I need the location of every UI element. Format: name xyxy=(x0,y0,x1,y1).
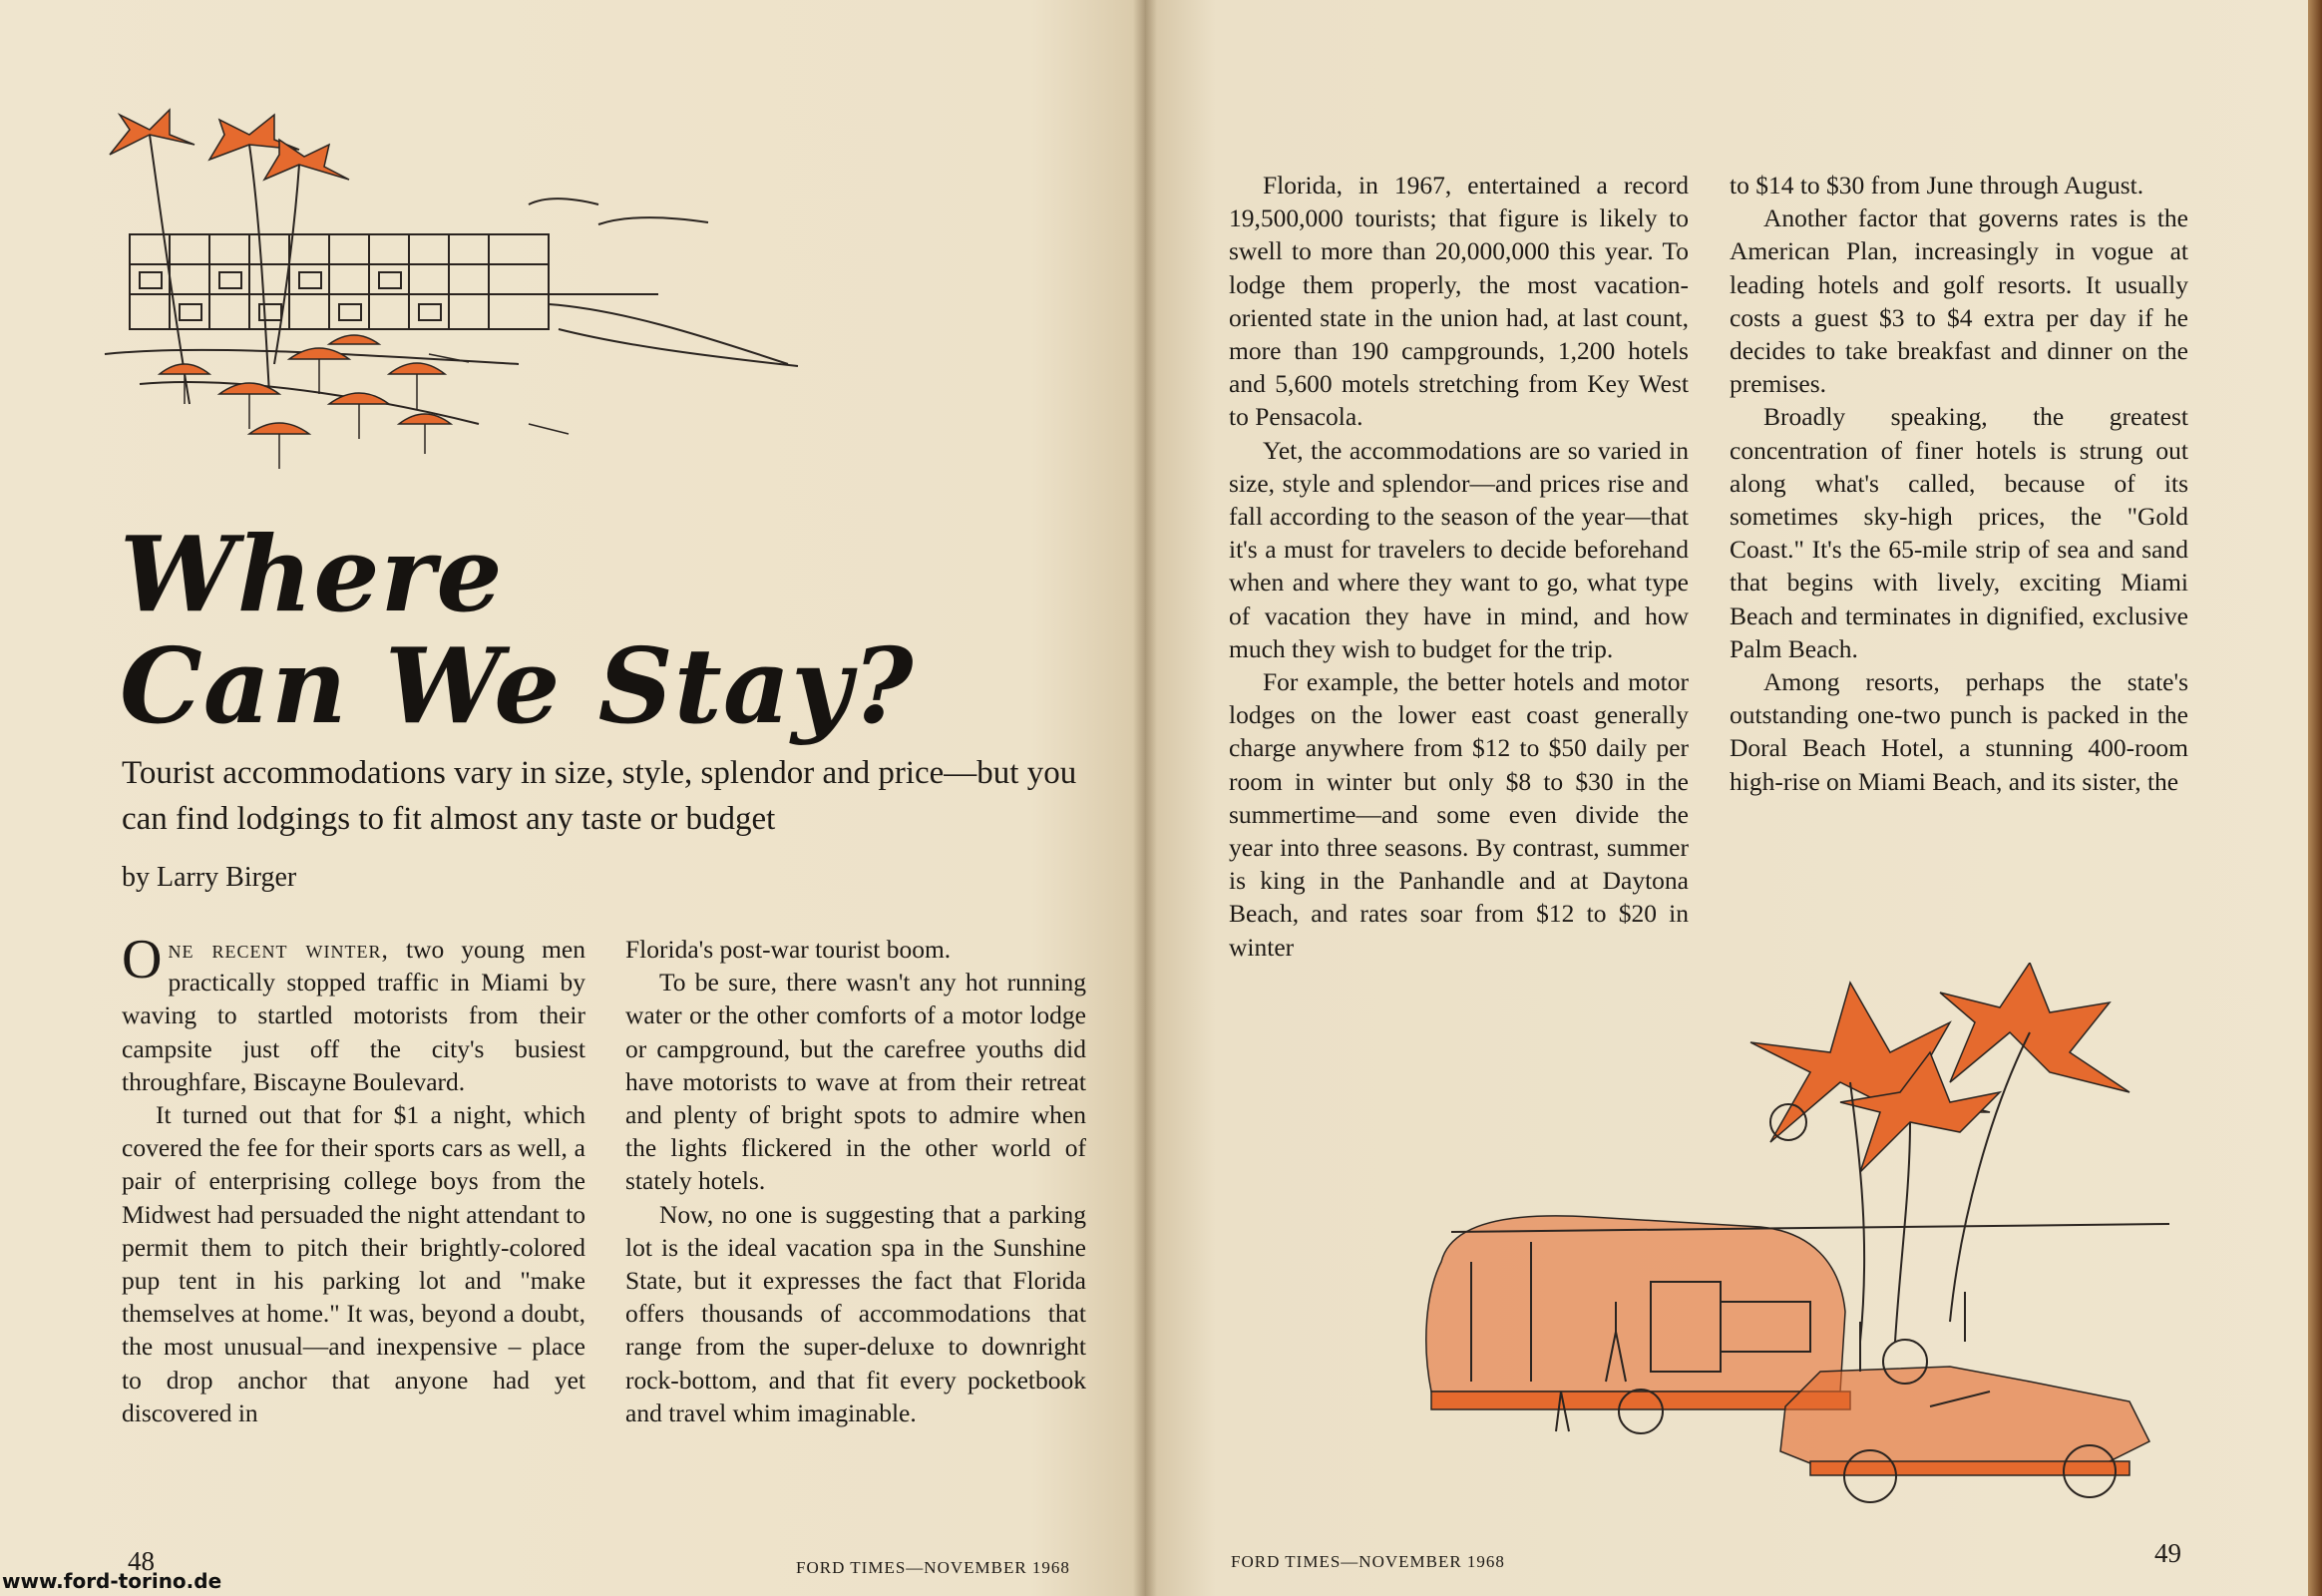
paragraph: Now, no one is suggesting that a parking lot is the ideal vacation spa in the Sunshine State, but it expresses the fact that Florida offers thousands of accommodations that range from the super-deluxe to downright rock-bottom, and that fit every pocketbook and travel whim imaginable. xyxy=(625,1199,1086,1427)
article-title xyxy=(120,513,915,747)
column-3 xyxy=(1229,169,1689,964)
right-footer: FORD TIMES—NOVEMBER 1968 xyxy=(1231,1552,1505,1571)
column-4 xyxy=(1730,169,2188,798)
paragraph: Yet, the accommodations are so varied in size, style and splendor—and prices rise and fall according to the season of the year—that it's a must for travelers to decide beforehand when and where they want to go, what type of vacation they have in mind, and how much they wish to budget for the trip. xyxy=(1229,435,1689,663)
paragraph: For example, the better hotels and motor lodges on the lower east coast generally charge anywhere from $12 to $50 daily per room in winter but only $8 to $30 in the summertime—and some even divide the year into three seasons. By contrast, summer is king in the Panhandle and at Daytona Beach, and rates soar from $12 to $20 in winter xyxy=(1229,667,1689,962)
title-line-1: Where xyxy=(120,513,504,635)
page-gutter xyxy=(1133,0,1157,1596)
paragraph: It turned out that for $1 a night, which covered the fee for their sports cars as well, a pair of enterprising college boys from the Midwest had persuaded the night attendant to permit them to pitch their brightly-colored pup tent in his parking lot and "make themselves at home." It was, beyond a doubt, the most unusual—and inexpensive – place to drop anchor that anyone had yet discovered in xyxy=(122,1100,585,1427)
paragraph: to $14 to $30 from June through August. xyxy=(1730,171,2144,200)
column-1 xyxy=(122,929,586,1429)
paragraph xyxy=(122,929,586,1098)
lead-in: ne recent winter, xyxy=(168,935,389,964)
article-subtitle: Tourist accommodations vary in size, style, splendor and price—but you can find lodgings to fit almost any taste or budget xyxy=(122,755,1077,837)
right-page-number: 49 xyxy=(2154,1538,2181,1568)
title-line-2: Can We Stay? xyxy=(120,624,915,747)
paragraph: Among resorts, perhaps the state's outstanding one-two punch is packed in the Doral Beach Hotel, a stunning 400-room high-rise on Miami Beach, and its sister, the xyxy=(1730,667,2188,796)
paragraph-text: two young men practically stopped traffic in Miami by waving to startled motorists from their campsite just off the city's busiest throughfare, Biscayne Boulevard. xyxy=(122,935,586,1096)
left-footer: FORD TIMES—NOVEMBER 1968 xyxy=(796,1558,1070,1577)
paragraph: To be sure, there wasn't any hot running water or the other comforts of a motor lodge or campground, but the carefree youths did have motorists to wave at from their retreat and plenty of bright spots to admire when the lights flickered in the other world of stately hotels. xyxy=(625,968,1086,1196)
paragraph: Another factor that governs rates is the American Plan, increasingly in vogue at leading hotels and golf resorts. It usually costs a guest $3 to $4 extra per day if he decides to take breakfast and dinner on the premises. xyxy=(1730,203,2188,399)
paragraph: Florida's post-war tourist boom. xyxy=(625,935,952,964)
drop-cap: O xyxy=(122,929,163,991)
column-2 xyxy=(625,933,1086,1429)
article-byline: by Larry Birger xyxy=(122,862,297,893)
trailer-and-car-illustration xyxy=(1391,963,2189,1571)
beach-hotel-illustration xyxy=(100,105,818,524)
paragraph: Florida, in 1967, entertained a record 19,500,000 tourists; that figure is likely to swell to more than 20,000,000 this year. To lodge them properly, the most vacation-oriented state in the union had, at last count, more than 190 campgrounds, 1,200 hotels and 5,600 motels stretching from Key West to Pensacola. xyxy=(1229,171,1689,432)
paragraph: Broadly speaking, the greatest concentration of finer hotels is strung out along what's called, because of its sometimes sky-high prices, the "Gold Coast." It's the 65-mile strip of sea and sand that begins with lively, exciting Miami Beach and terminates in dignified, exclusive Palm Beach. xyxy=(1730,402,2188,663)
right-page-edge xyxy=(2308,0,2322,1596)
watermark: www.ford-torino.de xyxy=(2,1569,222,1593)
left-page-number: 48 xyxy=(128,1546,155,1576)
